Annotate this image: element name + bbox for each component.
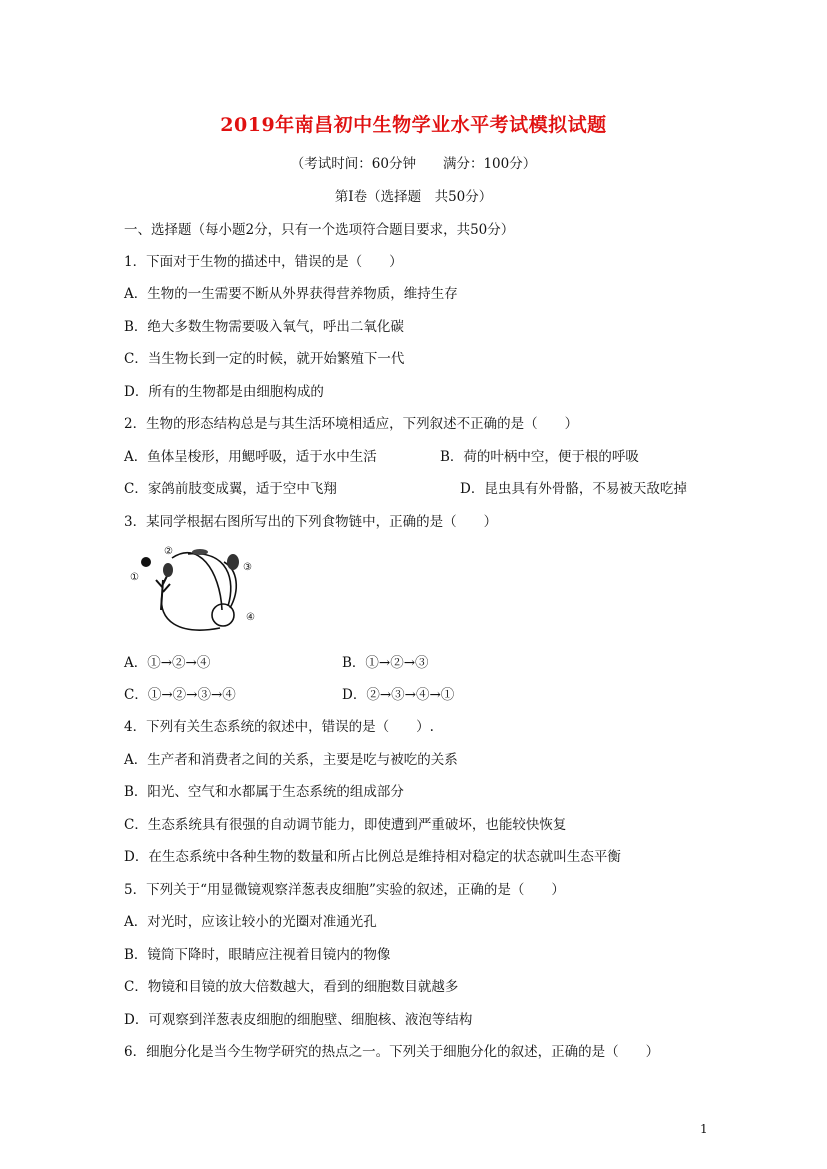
q4-option-c: C．生态系统具有很强的自动调节能力，即使遭到严重破坏，也能较快恢复 bbox=[124, 817, 567, 833]
section-heading: 一、选择题（每小题2分，只有一个选项符合题目要求，共50分） bbox=[124, 222, 515, 238]
sun-icon bbox=[141, 557, 151, 567]
exam-title: 2019年南昌初中生物学业水平考试模拟试题 bbox=[220, 114, 607, 136]
q1-stem: 1．下面对于生物的描述中，错误的是（ ） bbox=[124, 254, 403, 270]
q3-option-a: A．①→②→④ bbox=[124, 655, 211, 671]
q2-option-b: B．荷的叶柄中空，便于根的呼吸 bbox=[440, 449, 639, 465]
volume-heading: 第Ⅰ卷（选择题 共50分） bbox=[334, 189, 493, 205]
food-web-figure bbox=[128, 540, 263, 635]
q4-option-a: A．生产者和消费者之间的关系，主要是吃与被吃的关系 bbox=[124, 752, 458, 768]
q3-option-b: B．①→②→③ bbox=[342, 655, 429, 671]
figure-label-3: ③ bbox=[243, 562, 252, 573]
q3-option-c: C．①→②→③→④ bbox=[124, 687, 236, 703]
q1-option-b: B．绝大多数生物需要吸入氧气，呼出二氧化碳 bbox=[124, 319, 404, 335]
q2-option-a: A．鱼体呈梭形，用鳃呼吸，适于水中生活 bbox=[124, 449, 377, 465]
figure-label-4: ④ bbox=[246, 612, 255, 623]
q2-stem: 2．生物的形态结构总是与其生活环境相适应，下列叙述不正确的是（ ） bbox=[124, 416, 579, 432]
q1-option-a: A．生物的一生需要不断从外界获得营养物质，维持生存 bbox=[124, 286, 458, 302]
q4-option-b: B．阳光、空气和水都属于生态系统的组成部分 bbox=[124, 784, 404, 800]
figure-label-1: ① bbox=[130, 572, 139, 583]
q5-option-d: D．可观察到洋葱表皮细胞的细胞壁、细胞核、液泡等结构 bbox=[124, 1012, 473, 1028]
q2-option-c: C．家鸽前肢变成翼，适于空中飞翔 bbox=[124, 481, 337, 497]
q5-option-c: C．物镜和目镜的放大倍数越大，看到的细胞数目就越多 bbox=[124, 979, 459, 995]
q4-option-d: D．在生态系统中各种生物的数量和所占比例总是维持相对稳定的状态就叫生态平衡 bbox=[124, 849, 621, 865]
q3-stem: 3．某同学根据右图所写出的下列食物链中，正确的是（ ） bbox=[124, 514, 498, 530]
q5-option-b: B．镜筒下降时，眼睛应注视着目镜内的物像 bbox=[124, 947, 391, 963]
q4-stem: 4．下列有关生态系统的叙述中，错误的是（ ）. bbox=[124, 719, 434, 735]
page-number: 1 bbox=[700, 1122, 708, 1136]
q2-option-d: D．昆虫具有外骨骼，不易被天敌吃掉 bbox=[460, 481, 687, 497]
q5-stem: 5．下列关于“用显微镜观察洋葱表皮细胞”实验的叙述，正确的是（ ） bbox=[124, 882, 565, 898]
q1-option-c: C．当生物长到一定的时候，就开始繁殖下一代 bbox=[124, 351, 405, 367]
q3-option-d: D．②→③→④→① bbox=[342, 687, 455, 703]
exam-info: （考试时间：60分钟 满分：100分） bbox=[290, 156, 537, 172]
figure-label-2: ② bbox=[164, 546, 173, 557]
q6-stem: 6．细胞分化是当今生物学研究的热点之一。下列关于细胞分化的叙述，正确的是（ ） bbox=[124, 1044, 660, 1060]
q5-option-a: A．对光时，应该让较小的光圈对准通光孔 bbox=[124, 914, 377, 930]
q1-option-d: D．所有的生物都是由细胞构成的 bbox=[124, 384, 324, 400]
